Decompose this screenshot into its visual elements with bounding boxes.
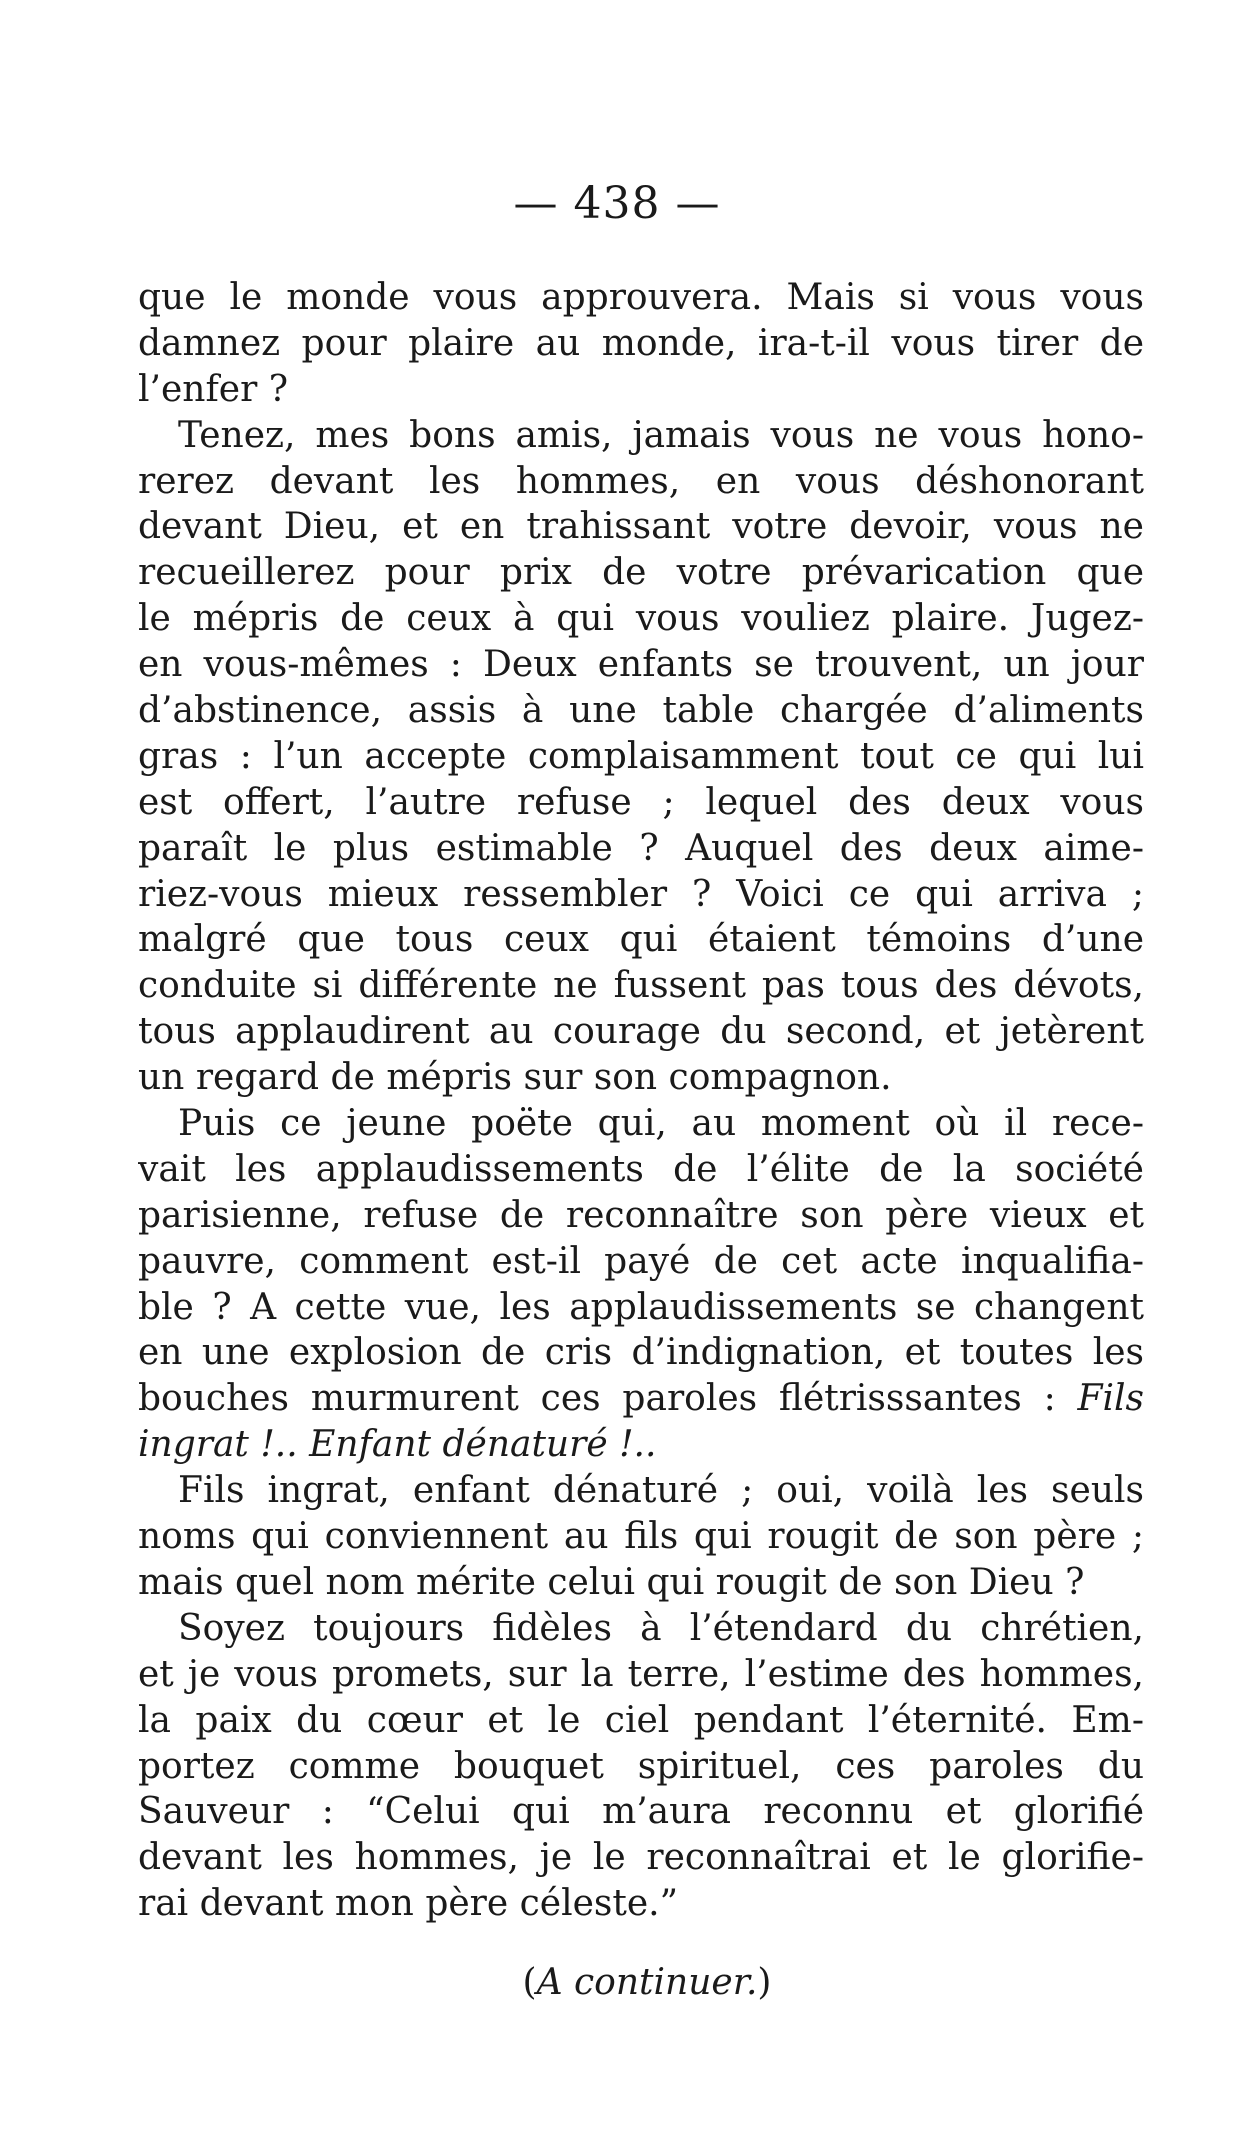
- text-line: Fils ingrat, enfant dénaturé ; oui, voilà les seuls: [178, 1470, 1144, 1512]
- text-line: mais quel nom mérite celui qui rougit de son Dieu ?: [138, 1561, 1085, 1603]
- text-line: conduite si différente ne fussent pas tous des dévots,: [138, 965, 1144, 1007]
- continuation-note: [0, 1962, 1234, 2003]
- body-text: [138, 275, 1144, 1927]
- text-line: ingrat !.. Enfant dénaturé !..: [138, 1424, 657, 1466]
- text-line: d’abstinence, assis à une table chargée d’aliments: [138, 690, 1144, 732]
- text-line: Tenez, mes bons amis, jamais vous ne vous hono-: [178, 414, 1144, 456]
- text-line: vait les applaudissements de l’élite de la société: [138, 1148, 1144, 1190]
- italic-phrase: Fils: [1077, 1378, 1144, 1420]
- continuation-close-paren: ): [757, 1962, 772, 2003]
- text-line: malgré que tous ceux qui étaient témoins d’une: [138, 919, 1144, 961]
- continuation-open-paren: (: [522, 1962, 537, 2003]
- text-line: gras : l’un accepte complaisamment tout ce qui lui: [138, 735, 1144, 777]
- text-line: un regard de mépris sur son compagnon.: [138, 1057, 892, 1099]
- text-line: riez-vous mieux ressembler ? Voici ce qui arriva ;: [138, 873, 1144, 915]
- text-line: portez comme bouquet spirituel, ces paroles du: [138, 1745, 1144, 1787]
- text-line: devant Dieu, et en trahissant votre devoir, vous ne: [138, 506, 1144, 548]
- text-line: Sauveur : “Celui qui m’aura reconnu et glorifié: [138, 1791, 1144, 1833]
- text-line: le mépris de ceux à qui vous vouliez plaire. Jugez-: [138, 598, 1144, 640]
- text-line: la paix du cœur et le ciel pendant l’éternité. Em-: [138, 1699, 1144, 1741]
- text-line: et je vous promets, sur la terre, l’estime des hommes,: [138, 1653, 1144, 1695]
- text-phrase: bouches murmurent ces paroles flétrisssantes :: [138, 1378, 1078, 1420]
- text-line: devant les hommes, je le reconnaîtrai et le glorifie-: [138, 1837, 1144, 1879]
- text-line: en vous-mêmes : Deux enfants se trouvent, un jour: [138, 644, 1144, 686]
- text-line: [138, 1376, 1144, 1422]
- text-line: paraît le plus estimable ? Auquel des deux aime-: [138, 827, 1144, 869]
- text-line: que le monde vous approuvera. Mais si vous vous: [138, 277, 1144, 318]
- text-line: rai devant mon père céleste.”: [138, 1883, 678, 1925]
- text-line: Puis ce jeune poëte qui, au moment où il rece-: [178, 1103, 1144, 1145]
- text-line: en une explosion de cris d’indignation, et toutes les: [138, 1332, 1144, 1374]
- text-line: rerez devant les hommes, en vous déshonorant: [138, 460, 1144, 502]
- text-line: Soyez toujours fidèles à l’étendard du chrétien,: [178, 1607, 1144, 1649]
- text-line: parisienne, refuse de reconnaître son père vieux et: [138, 1194, 1144, 1236]
- text-line: l’enfer ?: [138, 368, 289, 410]
- text-line: tous applaudirent au courage du second, et jetèrent: [138, 1011, 1144, 1053]
- text-line: noms qui conviennent au fils qui rougit de son père ;: [138, 1516, 1144, 1558]
- text-line: damnez pour plaire au monde, ira-t-il vous tirer de: [138, 322, 1144, 364]
- page-number: — 438 —: [513, 178, 721, 229]
- continuation-text: A continuer.: [536, 1962, 758, 2003]
- text-line: recueillerez pour prix de votre prévarication que: [138, 552, 1144, 594]
- text-line: est offert, l’autre refuse ; lequel des deux vous: [138, 781, 1144, 823]
- text-line: ble ? A cette vue, les applaudissements se changent: [138, 1286, 1144, 1328]
- text-line: pauvre, comment est-il payé de cet acte inqualifia-: [138, 1240, 1144, 1282]
